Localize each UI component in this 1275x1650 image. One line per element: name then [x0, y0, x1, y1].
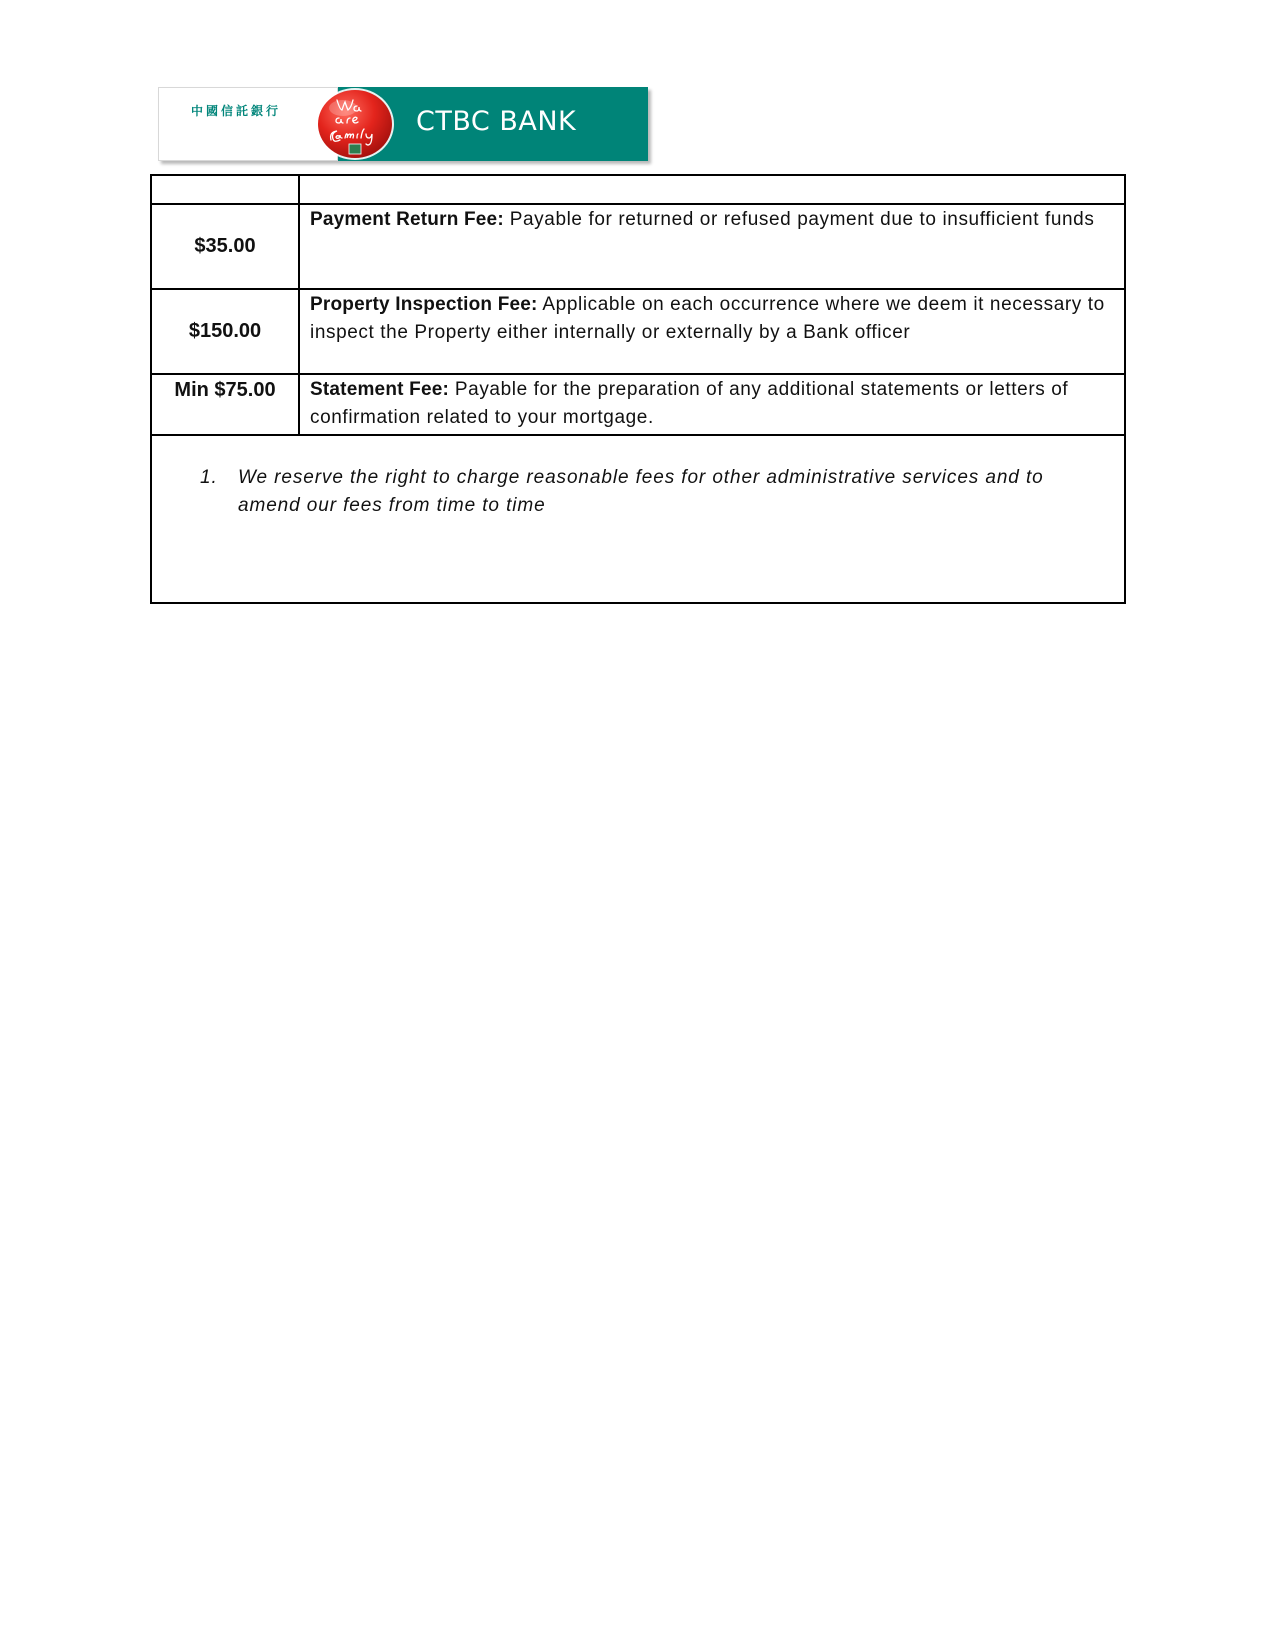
fee-name: Statement Fee: — [310, 379, 450, 400]
fee-table — [150, 174, 1126, 604]
note-number: 1. — [200, 467, 218, 488]
fee-amount: $35.00 — [151, 204, 299, 289]
fee-name: Property Inspection Fee: — [310, 294, 538, 315]
fee-description — [299, 374, 1125, 435]
fee-description — [299, 204, 1125, 289]
header-cell-description — [299, 175, 1125, 204]
notes-cell — [151, 435, 1125, 603]
table-row — [151, 204, 1125, 289]
logo-brand-name: CTBC BANK — [416, 106, 577, 137]
table-row — [151, 289, 1125, 374]
fee-name: Payment Return Fee: — [310, 209, 504, 230]
header-cell-amount — [151, 175, 299, 204]
ctbc-bank-logo — [158, 87, 648, 161]
table-row — [151, 374, 1125, 435]
note-text: We reserve the right to charge reasonable fees for other administrative services and to amend our fees from time to time — [238, 467, 1044, 516]
table-header-row — [151, 175, 1125, 204]
fee-detail: Payable for returned or refused payment due to insufficient funds — [503, 209, 1095, 230]
fee-amount: Min $75.00 — [151, 374, 299, 435]
fee-description — [299, 289, 1125, 374]
note-item — [152, 464, 1112, 520]
fee-detail: Payable for the preparation of any additional statements or letters of confirmation related to your mortgage. — [310, 379, 1069, 428]
fee-detail: Applicable on each occurrence where we deem it necessary to inspect the Property either internally or externally by a Bank officer — [310, 294, 1105, 343]
logo-white-panel — [158, 87, 338, 161]
logo-chinese-name: 中國信託銀行 — [191, 104, 282, 118]
notes-row — [151, 435, 1125, 603]
we-are-family-seal-icon — [313, 87, 397, 161]
fee-amount: $150.00 — [151, 289, 299, 374]
